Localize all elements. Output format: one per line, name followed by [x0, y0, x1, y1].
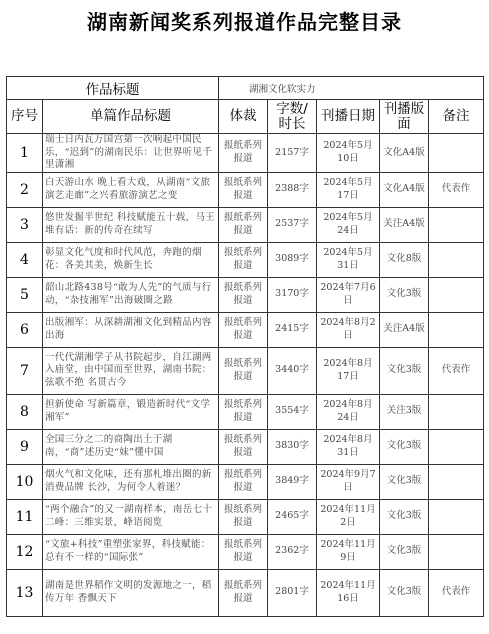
row-date: 2024年8月17日	[317, 347, 380, 394]
row-note	[429, 242, 484, 277]
row-page: 关注3版	[380, 394, 429, 429]
row-title: 担新使命 写新篇章，锻造新时代“文学湘军”	[43, 394, 219, 429]
row-page: 文化A4版	[380, 134, 429, 173]
row-number: 7	[7, 347, 43, 394]
row-number: 5	[7, 277, 43, 312]
table-row	[7, 242, 484, 277]
table-row	[7, 464, 484, 499]
row-page: 关注A4版	[380, 207, 429, 242]
row-words: 2537字	[268, 207, 317, 242]
table-row	[7, 347, 484, 394]
row-note	[429, 534, 484, 569]
row-page: 关注A4版	[380, 312, 429, 347]
row-note	[429, 464, 484, 499]
table-row	[7, 429, 484, 464]
row-number: 8	[7, 394, 43, 429]
row-number: 2	[7, 172, 43, 207]
row-words: 3830字	[268, 429, 317, 464]
row-title: 彰显文化气度和时代风范，奔跑的烟花：各美其美，焕新生长	[43, 242, 219, 277]
row-date: 2024年5月10日	[317, 134, 380, 173]
row-genre: 报纸系列报道	[219, 134, 268, 173]
row-number: 4	[7, 242, 43, 277]
row-title: 一代代湖湘学子从书院起步，自江湖两入庙堂，由中国而至世界，湖南书院：弦歌不绝 名贯古今	[43, 347, 219, 394]
row-note	[429, 277, 484, 312]
row-genre: 报纸系列报道	[219, 569, 268, 616]
row-number: 9	[7, 429, 43, 464]
row-title: 瑞士日内瓦万国宫第一次响起中国民乐，“迟到”的湖南民乐：让世界听见千里潇湘	[43, 134, 219, 173]
header-title: 单篇作品标题	[43, 100, 219, 134]
row-title: 湖南是世界稻作文明的发源地之一，稻传万年 香飘天下	[43, 569, 219, 616]
row-genre: 报纸系列报道	[219, 312, 268, 347]
header-words: 字数/时长	[268, 100, 317, 134]
row-note	[429, 394, 484, 429]
row-genre: 报纸系列报道	[219, 429, 268, 464]
row-date: 2024年11月9日	[317, 534, 380, 569]
row-page: 文化3版	[380, 569, 429, 616]
row-number: 10	[7, 464, 43, 499]
row-title: 全国三分之二的商陶出土于湖南，“商”述历史“妹”懂中国	[43, 429, 219, 464]
row-words: 2362字	[268, 534, 317, 569]
row-date: 2024年8月2日	[317, 312, 380, 347]
row-genre: 报纸系列报道	[219, 207, 268, 242]
table-row	[7, 394, 484, 429]
row-note	[429, 429, 484, 464]
row-words: 3170字	[268, 277, 317, 312]
row-title: 出版湘军：从深耕湖湘文化到精品内容出海	[43, 312, 219, 347]
row-words: 3440字	[268, 347, 317, 394]
row-words: 3089字	[268, 242, 317, 277]
row-page: 文化3版	[380, 429, 429, 464]
row-words: 2388字	[268, 172, 317, 207]
row-page: 文化A4版	[380, 172, 429, 207]
row-number: 13	[7, 569, 43, 616]
header-genre: 体裁	[219, 100, 268, 134]
table-row	[7, 172, 484, 207]
row-page: 文化3版	[380, 347, 429, 394]
row-number: 6	[7, 312, 43, 347]
row-number: 1	[7, 134, 43, 173]
document-title: 湖南新闻奖系列报道作品完整目录	[87, 10, 402, 34]
work-title-label: 作品标题	[7, 77, 219, 100]
row-date: 2024年5月24日	[317, 207, 380, 242]
row-number: 12	[7, 534, 43, 569]
row-words: 2157字	[268, 134, 317, 173]
table-row	[7, 312, 484, 347]
row-note	[429, 312, 484, 347]
table-row	[7, 534, 484, 569]
row-words: 3554字	[268, 394, 317, 429]
header-date: 刊播日期	[317, 100, 380, 134]
row-number: 3	[7, 207, 43, 242]
header-no: 序号	[7, 100, 43, 134]
row-page: 文化3版	[380, 464, 429, 499]
row-genre: 报纸系列报道	[219, 464, 268, 499]
table-row	[7, 207, 484, 242]
table-row	[7, 499, 484, 534]
row-title: “文旅+科技”重塑张家界，科技赋能：总有不一样的“国际张”	[43, 534, 219, 569]
row-genre: 报纸系列报道	[219, 172, 268, 207]
row-page: 文化3版	[380, 499, 429, 534]
header-note: 备注	[429, 100, 484, 134]
row-date: 2024年9月7日	[317, 464, 380, 499]
row-genre: 报纸系列报道	[219, 499, 268, 534]
row-number: 11	[7, 499, 43, 534]
row-date: 2024年11月16日	[317, 569, 380, 616]
row-words: 2801字	[268, 569, 317, 616]
row-note: 代表作	[429, 172, 484, 207]
row-title: “两个融合”的又一湖南样本，南岳七十二峰：三维实景，峰语阅览	[43, 499, 219, 534]
header-page: 刊播版面	[380, 100, 429, 134]
row-words: 3849字	[268, 464, 317, 499]
row-date: 2024年8月31日	[317, 429, 380, 464]
row-words: 2465字	[268, 499, 317, 534]
row-date: 2024年5月17日	[317, 172, 380, 207]
row-genre: 报纸系列报道	[219, 277, 268, 312]
row-note	[429, 499, 484, 534]
catalog-table	[6, 76, 484, 617]
table-row	[7, 569, 484, 616]
row-title: 悠世发掘半世纪 科技赋能五十载，马王堆有话：新的传奇在续写	[43, 207, 219, 242]
work-title-row	[7, 77, 484, 100]
row-date: 2024年5月31日	[317, 242, 380, 277]
row-note: 代表作	[429, 569, 484, 616]
row-note	[429, 207, 484, 242]
row-date: 2024年11月2日	[317, 499, 380, 534]
row-genre: 报纸系列报道	[219, 534, 268, 569]
row-words: 2415字	[268, 312, 317, 347]
table-row	[7, 277, 484, 312]
table-row	[7, 134, 484, 173]
header-row	[7, 100, 484, 134]
row-title: 白天游山水 晚上看大戏，从湖南“文旅演艺走廊”之兴看旅游演艺之变	[43, 172, 219, 207]
row-title: 韶山北路438号“敢为人先”的气质与行动，“杂技湘军”出海破圈之路	[43, 277, 219, 312]
work-title-value: 湖湘文化软实力	[219, 77, 484, 100]
row-date: 2024年7月6日	[317, 277, 380, 312]
row-page: 文化3版	[380, 534, 429, 569]
row-title: 烟火气和文化味，还有那札堆出圈的新消费品牌 长沙，为何令人着迷？	[43, 464, 219, 499]
row-genre: 报纸系列报道	[219, 242, 268, 277]
row-page: 文化3版	[380, 277, 429, 312]
row-note	[429, 134, 484, 173]
row-date: 2024年8月24日	[317, 394, 380, 429]
row-genre: 报纸系列报道	[219, 347, 268, 394]
row-page: 文化8版	[380, 242, 429, 277]
row-genre: 报纸系列报道	[219, 394, 268, 429]
row-note: 代表作	[429, 347, 484, 394]
